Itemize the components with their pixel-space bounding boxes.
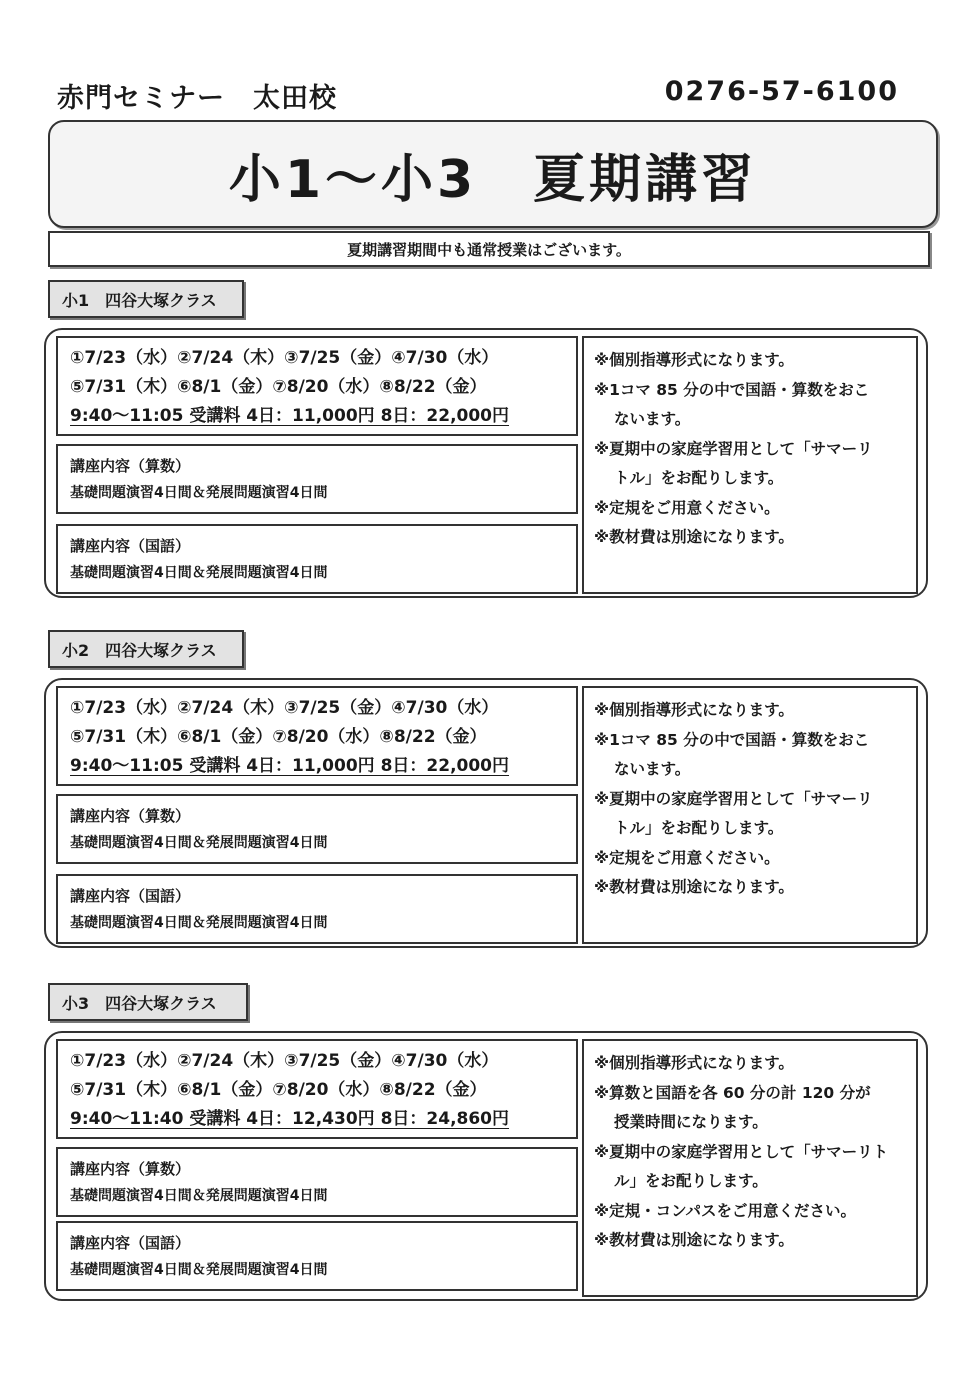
note-line: トル」をお配りします。: [614, 819, 784, 837]
dates-line: ⑤7/31（木）⑥8/1（金）⑦8/20（水）⑧8/22（金）: [70, 377, 487, 397]
note-line: ※定規をご用意ください。: [594, 498, 780, 517]
price-line: 9:40～11:40 受講料 4日：12,430円 8日：24,860円: [70, 1109, 510, 1129]
course-description: 基礎問題演習4日間＆発展問題演習4日間: [70, 1262, 328, 1278]
math-course-box: [56, 1147, 578, 1217]
class-section-grade3: [44, 983, 932, 1313]
note-line: ※夏期中の家庭学習用として「サマーリ: [594, 439, 873, 458]
notes-box: [582, 336, 918, 594]
schedule-box: [56, 1039, 578, 1139]
price-line: 9:40～11:05 受講料 4日：11,000円 8日：22,000円: [70, 406, 510, 426]
section-frame: [44, 678, 928, 948]
dates-line: ⑤7/31（木）⑥8/1（金）⑦8/20（水）⑧8/22（金）: [70, 1080, 487, 1100]
note-line: ※定規・コンパスをご用意ください。: [594, 1201, 856, 1220]
note-line: ル」をお配りします。: [614, 1172, 768, 1190]
math-course-box: [56, 444, 578, 514]
dates-line: ⑤7/31（木）⑥8/1（金）⑦8/20（水）⑧8/22（金）: [70, 727, 487, 747]
section-frame: [44, 328, 928, 598]
japanese-course-box: [56, 1221, 578, 1291]
note-line: ないます。: [614, 410, 691, 428]
note-line: ※教材費は別途になります。: [594, 528, 794, 546]
course-title: 講座内容（国語）: [70, 887, 191, 905]
note-line: トル」をお配りします。: [614, 469, 784, 487]
course-title: 講座内容（算数）: [70, 807, 191, 825]
note-line: ※夏期中の家庭学習用として「サマーリ: [594, 789, 873, 808]
dates-line: ①7/23（水）②7/24（木）③7/25（金）④7/30（水）: [70, 698, 499, 718]
notice-text: 夏期講習期間中も通常授業はございます。: [347, 240, 631, 259]
course-title: 講座内容（算数）: [70, 1160, 191, 1178]
course-description: 基礎問題演習4日間＆発展問題演習4日間: [70, 565, 328, 581]
note-line: ※定規をご用意ください。: [594, 848, 780, 867]
phone-number: 0276-57-6100: [664, 76, 899, 107]
class-tab: 小2 四谷大塚クラス: [48, 630, 244, 668]
note-line: ※個別指導形式になります。: [594, 1054, 794, 1072]
dates-line: ①7/23（水）②7/24（木）③7/25（金）④7/30（水）: [70, 1051, 499, 1071]
course-description: 基礎問題演習4日間＆発展問題演習4日間: [70, 1188, 328, 1204]
schedule-box: [56, 336, 578, 436]
course-description: 基礎問題演習4日間＆発展問題演習4日間: [70, 835, 328, 851]
page-title: 小1～小3 夏期講習: [228, 149, 758, 210]
notes-box: [582, 686, 918, 944]
title-banner: [48, 120, 938, 228]
class-tab: 小1 四谷大塚クラス: [48, 280, 244, 318]
note-line: ※1コマ 85 分の中で国語・算数をおこ: [594, 380, 870, 399]
note-line: ※1コマ 85 分の中で国語・算数をおこ: [594, 730, 870, 749]
japanese-course-box: [56, 874, 578, 944]
course-title: 講座内容（国語）: [70, 537, 191, 555]
schedule-box: [56, 686, 578, 786]
course-title: 講座内容（国語）: [70, 1234, 191, 1252]
note-line: 授業時間になります。: [614, 1113, 768, 1131]
note-line: ※教材費は別途になります。: [594, 878, 794, 896]
course-description: 基礎問題演習4日間＆発展問題演習4日間: [70, 915, 328, 931]
notice-banner: [48, 231, 930, 267]
course-title: 講座内容（算数）: [70, 457, 191, 475]
note-line: ※夏期中の家庭学習用として「サマーリト: [594, 1142, 889, 1161]
math-course-box: [56, 794, 578, 864]
japanese-course-box: [56, 524, 578, 594]
class-section-grade1: [44, 280, 932, 610]
note-line: ※教材費は別途になります。: [594, 1231, 794, 1249]
price-line: 9:40～11:05 受講料 4日：11,000円 8日：22,000円: [70, 756, 510, 776]
note-line: ※算数と国語を各 60 分の計 120 分が: [594, 1083, 871, 1102]
class-section-grade2: [44, 630, 932, 960]
notes-box: [582, 1039, 918, 1297]
school-name: 赤門セミナー 太田校: [57, 83, 337, 114]
section-frame: [44, 1031, 928, 1301]
course-description: 基礎問題演習4日間＆発展問題演習4日間: [70, 485, 328, 501]
class-tab: 小3 四谷大塚クラス: [48, 983, 248, 1021]
note-line: ※個別指導形式になります。: [594, 701, 794, 719]
dates-line: ①7/23（水）②7/24（木）③7/25（金）④7/30（水）: [70, 348, 499, 368]
note-line: ないます。: [614, 760, 691, 778]
note-line: ※個別指導形式になります。: [594, 351, 794, 369]
